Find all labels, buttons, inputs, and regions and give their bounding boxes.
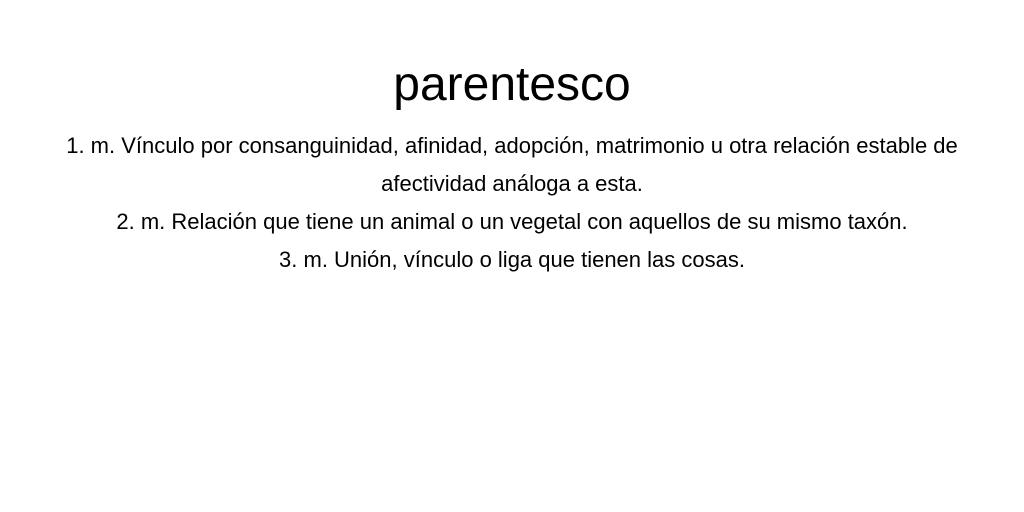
definition-item: 3. m. Unión, vínculo o liga que tienen las cosas. [279, 247, 745, 272]
definition-list [40, 127, 984, 279]
definition-item: 1. m. Vínculo por consanguinidad, afinidad, adopción, matrimonio u otra relación estable de afectividad análoga a esta. [66, 133, 958, 196]
definition-item: 2. m. Relación que tiene un animal o un vegetal con aquellos de su mismo taxón. [116, 209, 908, 234]
headword: parentesco [393, 58, 631, 111]
